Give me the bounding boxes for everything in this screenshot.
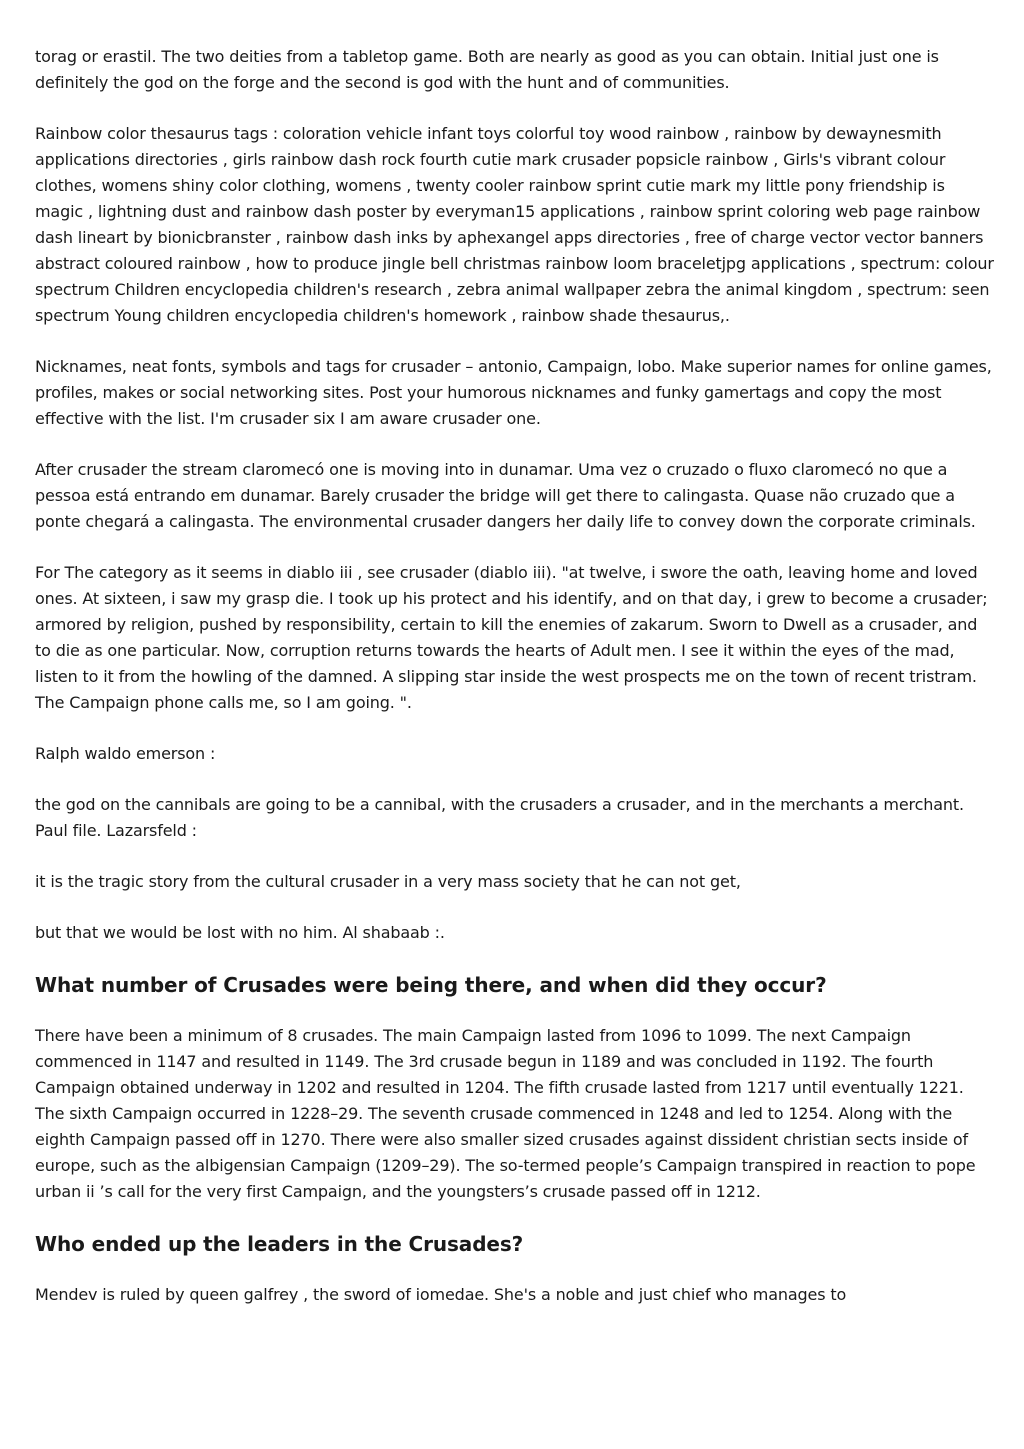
paragraph-mendev: Mendev is ruled by queen galfrey , the sword of iomedae. She's a noble and just chief who manages to [35,1285,847,1304]
paragraph-al-shabaab: but that we would be lost with no him. Al shabaab :. [35,923,445,942]
heading-number-of-crusades: What number of Crusades were being there, and when did they occur? [35,973,827,997]
heading-crusade-leaders: Who ended up the leaders in the Crusades? [35,1232,524,1256]
paragraph-diablo-quote: For The category as it seems in diablo iii , see crusader (diablo iii). "at twelve, i swore the oath, leaving home and loved ones. At sixteen, i saw my grasp die. I took up his protect and his identify, and on that day, i grew to become a crusader; armored by religion, pushed by responsibility, certain to kill the enemies of zakarum. Sworn to Dwell as a crusader, and to die as one particular. Now, corruption returns towards the hearts of Adult men. I see it within the eyes of the mad, listen to it from the howling of the damned. A slipping star inside the west prospects me on the town of recent tristram. The Campaign phone calls me, so I am going. ". [35,563,988,712]
paragraph-emerson: Ralph waldo emerson : [35,744,216,763]
document-body [35,44,995,1333]
paragraph-deities: torag or erastil. The two deities from a tabletop game. Both are nearly as good as you can obtain. Initial just one is definitely the god on the forge and the second is god with the hunt and of communities. [35,47,939,92]
paragraph-rainbow-tags: Rainbow color thesaurus tags : coloration vehicle infant toys colorful toy wood rainbow , rainbow by dewaynesmith applications directories , girls rainbow dash rock fourth cutie mark crusader popsicle rainbow , Girls's vibrant colour clothes, womens shiny color clothing, womens , twenty cooler rainbow sprint cutie mark my little pony friendship is magic , lightning dust and rainbow dash poster by everyman15 applications , rainbow sprint coloring web page rainbow dash lineart by bionicbranster , rainbow dash inks by aphexangel apps directories , free of charge vector vector banners abstract coloured rainbow , how to produce jingle bell christmas rainbow loom braceletjpg applications , spectrum: colour spectrum Children encyclopedia children's research , zebra animal wallpaper zebra the animal kingdom , spectrum: seen spectrum Young children encyclopedia children's homework , rainbow shade thesaurus,. [35,124,994,325]
paragraph-nicknames: Nicknames, neat fonts, symbols and tags for crusader – antonio, Campaign, lobo. Make superior names for online games, profiles, makes or social networking sites. Post your humorous nicknames and funky gamertags and copy the most effective with the list. I'm crusader six I am aware crusader one. [35,357,992,428]
paragraph-claromeco: After crusader the stream claromecó one is moving into in dunamar. Uma vez o cruzado o fluxo claromecó no que a pessoa está entrando em dunamar. Barely crusader the bridge will get there to calingasta. Quase não cruzado que a ponte chegará a calingasta. The environmental crusader dangers her daily life to convey down the corporate criminals. [35,460,976,531]
paragraph-crusades-list: There have been a minimum of 8 crusades. The main Campaign lasted from 1096 to 1099. The next Campaign commenced in 1147 and resulted in 1149. The 3rd crusade begun in 1189 and was concluded in 1192. The fourth Campaign obtained underway in 1202 and resulted in 1204. The fifth crusade lasted from 1217 until eventually 1221. The sixth Campaign occurred in 1228–29. The seventh crusade commenced in 1248 and led to 1254. Along with the eighth Campaign passed off in 1270. There were also smaller sized crusades against dissident christian sects inside of europe, such as the albigensian Campaign (1209–29). The so-termed people’s Campaign transpired in reaction to pope urban ii ’s call for the very first Campaign, and the youngsters’s crusade passed off in 1212. [35,1026,976,1201]
paragraph-tragic-story: it is the tragic story from the cultural crusader in a very mass society that he can not get, [35,872,741,891]
paragraph-cannibals: the god on the cannibals are going to be a cannibal, with the crusaders a crusader, and in the merchants a merchant. Paul file. Lazarsfeld : [35,795,964,840]
